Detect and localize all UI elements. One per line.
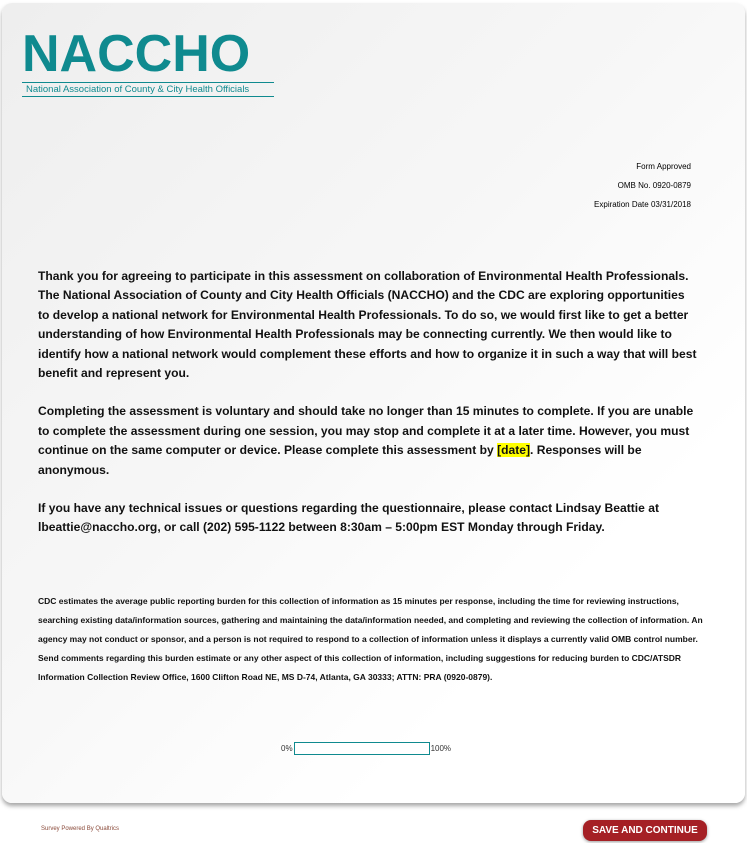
logo-subtitle: National Association of County & City Health Officials — [22, 82, 274, 97]
intro-paragraph-1: Thank you for agreeing to participate in this assessment on collaboration of Environmental Health Professionals. The National Association of County and City Health Officials (NACCHO) and the CDC are exploring opportunities to develop a national network for Environmental Health Professionals. To do so, we would first like to get a better understanding of how Environmental Health Professionals may be connecting currently. We then would like to identify how a national network would complement these efforts and how to organize it in such a way that will best benefit and represent you. — [38, 269, 697, 381]
progress-min-label: 0% — [281, 744, 293, 753]
progress-bar — [281, 742, 451, 755]
powered-by-qualtrics[interactable]: Survey Powered By Qualtrics — [41, 826, 120, 832]
omb-info — [594, 157, 691, 214]
naccho-logo — [22, 25, 274, 97]
intro-p2-text: Completing the assessment is voluntary and should take no longer than 15 minutes to complete. If you are unable to complete the assessment during one session, you may stop and complete it at a later time. However, you must continue on the same computer or device. Please complete this assessment by — [38, 404, 694, 458]
progress-max-label: 100% — [430, 744, 452, 753]
logo-title: NACCHO — [22, 25, 251, 83]
form-approved: Form Approved — [636, 162, 691, 171]
intro-paragraph-2 — [38, 402, 698, 480]
burden-statement: CDC estimates the average public reporting burden for this collection of information as 15 minutes per response, including the time for reviewing instructions, searching existing data/information sources, gathering and maintaining the data/information needed, and completing and reviewing the collection of information. An agency may not conduct or sponsor, and a person is not required to respond to a collection of information unless it displays a currently valid OMB control number. Send comments regarding this burden estimate or any other aspect of this collection of information, including suggestions for reducing burden to CDC/ATSDR Information Collection Review Office, 1600 Clifton Road NE, MS D-74, Atlanta, GA 30333; ATTN: PRA (0920-0879). — [38, 596, 703, 682]
intro-p2-end: . Responses will be anonymous. — [38, 443, 642, 477]
date-placeholder: [date] — [497, 443, 530, 458]
survey-card — [2, 3, 745, 803]
intro-text — [38, 267, 698, 557]
intro-paragraph-3: If you have any technical issues or questions regarding the questionnaire, please contact Lindsay Beattie at lbeattie@naccho.org, or call (202) 595-1122 between 8:30am – 5:00pm EST Monday through Friday. — [38, 501, 659, 535]
save-and-continue-button[interactable]: SAVE AND CONTINUE — [583, 820, 707, 841]
expiration-date: Expiration Date 03/31/2018 — [594, 200, 691, 209]
progress-track — [294, 742, 430, 755]
omb-number: OMB No. 0920-0879 — [617, 181, 691, 190]
